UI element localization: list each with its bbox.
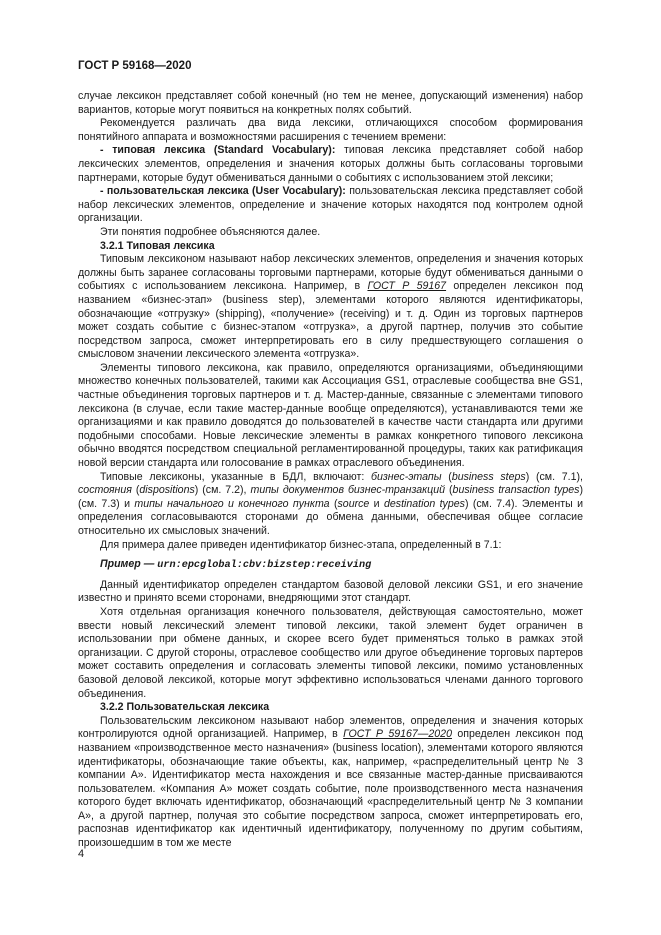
gost-reference-link[interactable]: ГОСТ Р 59167—2020 xyxy=(343,728,452,741)
paragraph: Элементы типового лексикона, как правило, определяются организациями, объединяющими множество конечных пользователей, такими как Ассоциация GS1, отраслевые сообщества вне GS1, частные объединения торговых партнеров и т. д. Мастер-данные, связанные с элементами типового лексикона (в случае, если такие мастер-данные вообще определяются), устанавливаются теми же организациями и как правило доводятся до пользователей в качестве части стандарта или другими подобными способами. Новые лексические элементы в рамках конкретного типового лексикона обычно вводятся посредством специальной регламентированной процедуры, таких как ратификация новой версии стандарта или голосование в рамках отраслевого объединения. xyxy=(78,361,583,470)
gost-reference-link[interactable]: ГОСТ Р 59167 xyxy=(367,280,447,293)
paragraph: случае лексикон представляет собой конечный (но тем не менее, допускающий изменения) набор вариантов, которые могут появиться на конкретных полях событий. xyxy=(78,90,583,116)
list-item: - пользовательская лексика (User Vocabulary): пользовательская лексика представляет собой набор лексических элементов, определение и значение которых находятся под контролем одной организации. xyxy=(78,185,583,225)
paragraph: Пользовательским лексиконом называют набор элементов, определения и значения которых контролируются одной организацией. Например, в ГОСТ Р 59167—2020 определен лексикон под названием «производственное место назначения» (business location), элементами которого являются идентификаторы, обозначающие такие объекты, как, например, «распределительный центр № 3 компании А». Идентификатор места нахождения и все связанные мастер-данные присваиваются пользователем. «Компания А» может создать событие, поле производственного места назначения которого будет включать идентификатор, обозначающий «распределительный центр № 3 компании А», а другой партнер, получая это событие посредством запроса, сможет интерпретировать его, распознав идентификатор как идентичный идентификатору, полученному по другим событиям, произошедшим в том же месте xyxy=(78,714,583,850)
paragraph: Данный идентификатор определен стандартом базовой деловой лексики GS1, и его значение известно и принято всеми сторонами, внедряющими этот стандарт. xyxy=(78,578,583,605)
paragraph: Хотя отдельная организация конечного пользователя, действующая самостоятельно, может ввести новый лексический элемент типовой лексики, такой элемент будет ограничен в использовании при обмене данных, и скорее всего будет применяться только в рамках этой организации. С другой стороны, отраслевое сообщество или другое объединение торговых партеров может составить определения и согласовать элементы типовой лексики, помимо установленных базовой деловой лексикой, которые могут эффективно использоваться членами данного торгового объединения. xyxy=(78,605,583,700)
paragraph: Рекомендуется различать два вида лексики, отличающихся способом формирования понятийного аппарата и возможностями расширения с течением времени: xyxy=(78,117,583,143)
example-line: Пример — urn:epcglobal:cbv:bizstep:receiving xyxy=(100,558,372,572)
section-heading-3-2-2: 3.2.2 Пользовательская лексика xyxy=(100,701,270,714)
paragraph: Типовые лексиконы, указанные в БДЛ, включают: бизнес-этапы (business steps) (см. 7.1), состояния (dispositions) (см. 7.2), типы документов бизнес-транзакций (business transaction types) (см. 7.3) и типы начального и конечного пункта (source и destination types) (см. 7.4). Элементы и определения согласовываются сторонами до обмена данными, обеспечивая общее согласие относительно их смысловых значений. xyxy=(78,470,583,537)
paragraph: Эти понятия подробнее объясняются далее. xyxy=(100,225,321,238)
document-body xyxy=(78,90,583,851)
list-item: - типовая лексика (Standard Vocabulary): типовая лексика представляет собой набор лексических элементов, определения и значения которых должны быть согласованы торговыми партнерами, которые будут обмениваться данными о событиях с использованием этой лексики; xyxy=(78,144,583,184)
standard-header: ГОСТ Р 59168—2020 xyxy=(78,60,192,72)
example-code: urn:epcglobal:cbv:bizstep:receiving xyxy=(157,560,372,572)
paragraph: Типовым лексиконом называют набор лексических элементов, определения и значения которых должны быть заранее согласованы торговыми партнерами, которые будут обмениваться данными о событиях с использованием лексикона. Например, в ГОСТ Р 59167 определен лексикон под названием «бизнес-этап» (business step), элементами которого являются идентификаторы, обозначающие «отгрузку» (shipping), «получение» (receiving) и т. д. Один из торговых партнеров может создать событие с бизнес-этапом «отгрузка», а другой партнер, получив это событие посредством запроса, сможет интерпретировать его в силу предшествующего соглашения о смысловом значении лексического элемента «отгрузка». xyxy=(78,253,583,361)
paragraph: Для примера далее приведен идентификатор бизнес-этапа, определенный в 7.1: xyxy=(100,538,502,551)
section-heading-3-2-1: 3.2.1 Типовая лексика xyxy=(100,239,215,252)
page-number: 4 xyxy=(78,848,85,860)
